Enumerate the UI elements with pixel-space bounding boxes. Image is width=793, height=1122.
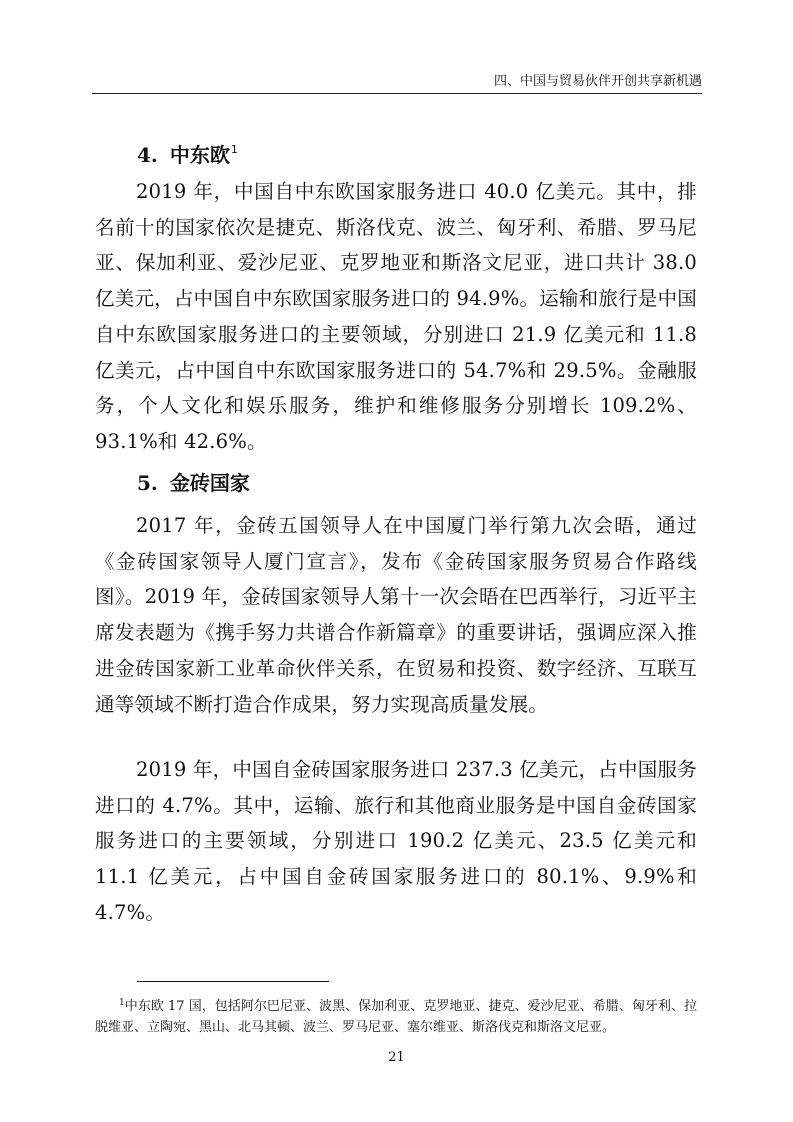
section-title: 中东欧 bbox=[169, 143, 230, 167]
footnote-rule bbox=[137, 981, 329, 982]
paragraph-brics-imports: 2019 年，中国自金砖国家服务进口 237.3 亿美元，占中国服务进口的 4.7%。其中，运输、旅行和其他商业服务是中国自金砖国家服务进口的主要领域，分别进口 190.2 亿美元、23.5 亿美元和 11.1 亿美元，占中国自金砖国家服务进口的 80.1%、9.9%和 4.7%。 bbox=[95, 758, 697, 924]
section-number: 4. bbox=[137, 143, 158, 167]
paragraph-cee-imports: 2019 年，中国自中东欧国家服务进口 40.0 亿美元。其中，排名前十的国家依次是捷克、斯洛伐克、波兰、匈牙利、希腊、罗马尼亚、保加利亚、爱沙尼亚、克罗地亚和斯洛文尼亚，进口共计 38.0 亿美元，占中国自中东欧国家服务进口的 94.9%。运输和旅行是中国自中东欧国家服务进口的主要领域，分别进口 21.9 亿美元和 11.8 亿美元，占中国自中东欧国家服务进口的 54.7%和 29.5%。金融服务，个人文化和娱乐服务，维护和维修服务分别增长 109.2%、93.1%和 42.6%。 bbox=[95, 180, 697, 453]
footnote bbox=[95, 993, 697, 1038]
footnote-text: 中东欧 17 国，包括阿尔巴尼亚、波黑、保加利亚、克罗地亚、捷克、爱沙尼亚、希腊、匈牙利、拉脱维亚、立陶宛、黑山、北马其顿、波兰、罗马尼亚、塞尔维亚、斯洛伐克和斯洛文尼亚。 bbox=[95, 999, 697, 1035]
section-heading-central-eastern-europe bbox=[137, 136, 238, 169]
running-header: 四、中国与贸易伙伴开创共享新机遇 bbox=[493, 74, 702, 89]
section-heading-brics bbox=[137, 469, 250, 497]
header-rule bbox=[92, 93, 702, 94]
paragraph-brics-cooperation: 2017 年，金砖五国领导人在中国厦门举行第九次会晤，通过《金砖国家领导人厦门宣言》，发布《金砖国家服务贸易合作路线图》。2019 年，金砖国家领导人第十一次会晤在巴西举行，习近平主席发表题为《携手努力共谱合作新篇章》的重要讲话，强调应深入推进金砖国家新工业革命伙伴关系，在贸易和投资、数字经济、互联互通等领域不断打造合作成果，努力实现高质量发展。 bbox=[95, 514, 697, 716]
section-number: 5. bbox=[137, 471, 158, 495]
page-number: 21 bbox=[388, 1050, 405, 1065]
footnote-reference[interactable]: 1 bbox=[230, 143, 238, 156]
footnote-marker: 1 bbox=[119, 998, 125, 1008]
section-title: 金砖国家 bbox=[169, 471, 250, 495]
